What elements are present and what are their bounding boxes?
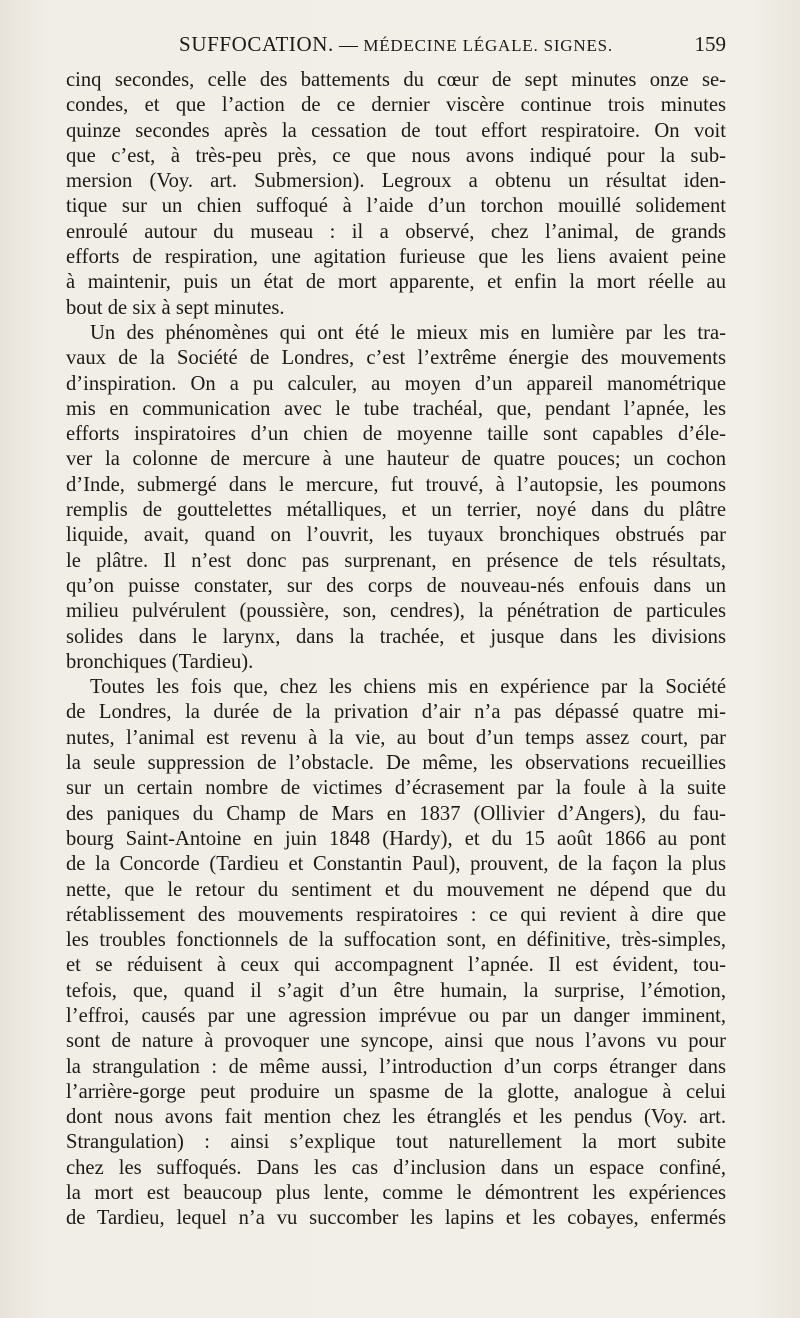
running-head-text [66, 32, 726, 57]
text-line: tique sur un chien suffoqué à l’aide d’un torchon mouillé solidement [66, 195, 726, 218]
text-line: l’arrière-gorge peut produire un spasme de la glotte, analogue à celui [66, 1080, 726, 1103]
text-line: la mort est beaucoup plus lente, comme le démontrent les expériences [66, 1182, 726, 1205]
text-line: qu’on puisse constater, sur des corps de nouveau-nés enfouis dans un [66, 574, 726, 597]
text-line: tefois, que, quand il s’agit d’un être humain, la surprise, l’émotion, [66, 979, 726, 1002]
text-line: les troubles fonctionnels de la suffocation sont, en définitive, très-simples, [66, 929, 726, 952]
text-line: milieu pulvérulent (poussière, son, cendres), la pénétration de particules [66, 600, 726, 623]
text-line: la seule suppression de l’obstacle. De même, les observations recueillies [66, 752, 726, 775]
page-number: 159 [694, 32, 726, 56]
text-line: mis en communication avec le tube trachéal, que, pendant l’apnée, les [66, 397, 726, 420]
text-line: remplis de gouttelettes métalliques, et un terrier, noyé dans du plâtre [66, 499, 726, 522]
text-line: cinq secondes, celle des battements du cœur de sept minutes onze se- [66, 69, 726, 91]
section-subtitle: MÉDECINE LÉGALE. SIGNES. [363, 36, 613, 55]
text-line: Strangulation) : ainsi s’explique tout naturellement la mort subite [66, 1131, 726, 1154]
text-line: dont nous avons fait mention chez les étranglés et les pendus (Voy. art. [66, 1106, 726, 1129]
text-line: et se réduisent à ceux qui accompagnent l’apnée. Il est évident, tou- [66, 954, 726, 977]
text-line: quinze secondes après la cessation de tout effort respiratoire. On voit [66, 119, 726, 142]
chapter-title: SUFFOCATION. [179, 32, 334, 56]
text-line: la strangulation : de même aussi, l’introduction d’un corps étranger dans [66, 1055, 726, 1078]
text-line: efforts de respiration, une agitation furieuse que les liens avaient peine [66, 246, 726, 269]
text-line: de Londres, la durée de la privation d’air n’a pas dépassé quatre mi- [66, 701, 726, 724]
text-line: solides dans le larynx, dans la trachée, et jusque dans les divisions [66, 625, 726, 648]
text-line: nette, que le retour du sentiment et du mouvement ne dépend que du [66, 878, 726, 901]
text-line: mersion (Voy. art. Submersion). Legroux a obtenu un résultat iden- [66, 170, 726, 193]
text-line: chez les suffoqués. Dans les cas d’inclusion dans un espace confiné, [66, 1156, 726, 1179]
text-line: sur un certain nombre de victimes d’écrasement par la foule à la suite [66, 777, 726, 800]
text-line: de Tardieu, lequel n’a vu succomber les lapins et les cobayes, enfermés [66, 1207, 726, 1230]
text-line: rétablissement des mouvements respiratoires : ce qui revient à dire que [66, 903, 726, 926]
text-line: à maintenir, puis un état de mort apparente, et enfin la mort réelle au [66, 271, 726, 294]
text-line: bourg Saint-Antoine en juin 1848 (Hardy), et du 15 août 1866 au pont [66, 827, 726, 850]
body-text [66, 68, 726, 1232]
text-line: nutes, l’animal est revenu à la vie, au bout d’un temps assez court, par [66, 726, 726, 749]
text-line: des paniques du Champ de Mars en 1837 (Ollivier d’Angers), du fau- [66, 802, 726, 825]
text-line: d’Inde, submergé dans le mercure, fut trouvé, à l’autopsie, les poumons [66, 473, 726, 496]
text-line: condes, et que l’action de ce dernier viscère continue trois minutes [66, 94, 726, 117]
text-line: que c’est, à très-peu près, ce que nous avons indiqué pour la sub- [66, 144, 726, 167]
text-line: sont de nature à provoquer une syncope, ainsi que nous l’avons vu pour [66, 1030, 726, 1053]
text-line: enroulé autour du museau : il a observé, chez l’animal, de grands [66, 220, 726, 243]
text-line: vaux de la Société de Londres, c’est l’extrême énergie des mouvements [66, 347, 726, 370]
text-line: ver la colonne de mercure à une hauteur de quatre pouces; un cochon [66, 448, 726, 471]
text-line: le plâtre. Il n’est donc pas surprenant, en présence de tels résultats, [66, 549, 726, 572]
text-line: efforts inspiratoires d’un chien de moyenne taille sont capables d’éle- [66, 423, 726, 446]
header-dash: — [338, 35, 359, 56]
text-line: Un des phénomènes qui ont été le mieux mis en lumière par les tra- [90, 321, 726, 344]
text-line: l’effroi, causés par une agression imprévue ou par un danger imminent, [66, 1004, 726, 1027]
text-line: Toutes les fois que, chez les chiens mis en expérience par la Société [90, 676, 726, 699]
text-line: d’inspiration. On a pu calculer, au moyen d’un appareil manométrique [66, 372, 726, 395]
running-head [66, 30, 726, 62]
text-line: bout de six à sept minutes. [66, 296, 285, 319]
text-line: de la Concorde (Tardieu et Constantin Paul), prouvent, de la façon la plus [66, 853, 726, 876]
text-line: liquide, avait, quand on l’ouvrit, les tuyaux bronchiques obstrués par [66, 524, 726, 547]
text-line: bronchiques (Tardieu). [66, 650, 254, 673]
